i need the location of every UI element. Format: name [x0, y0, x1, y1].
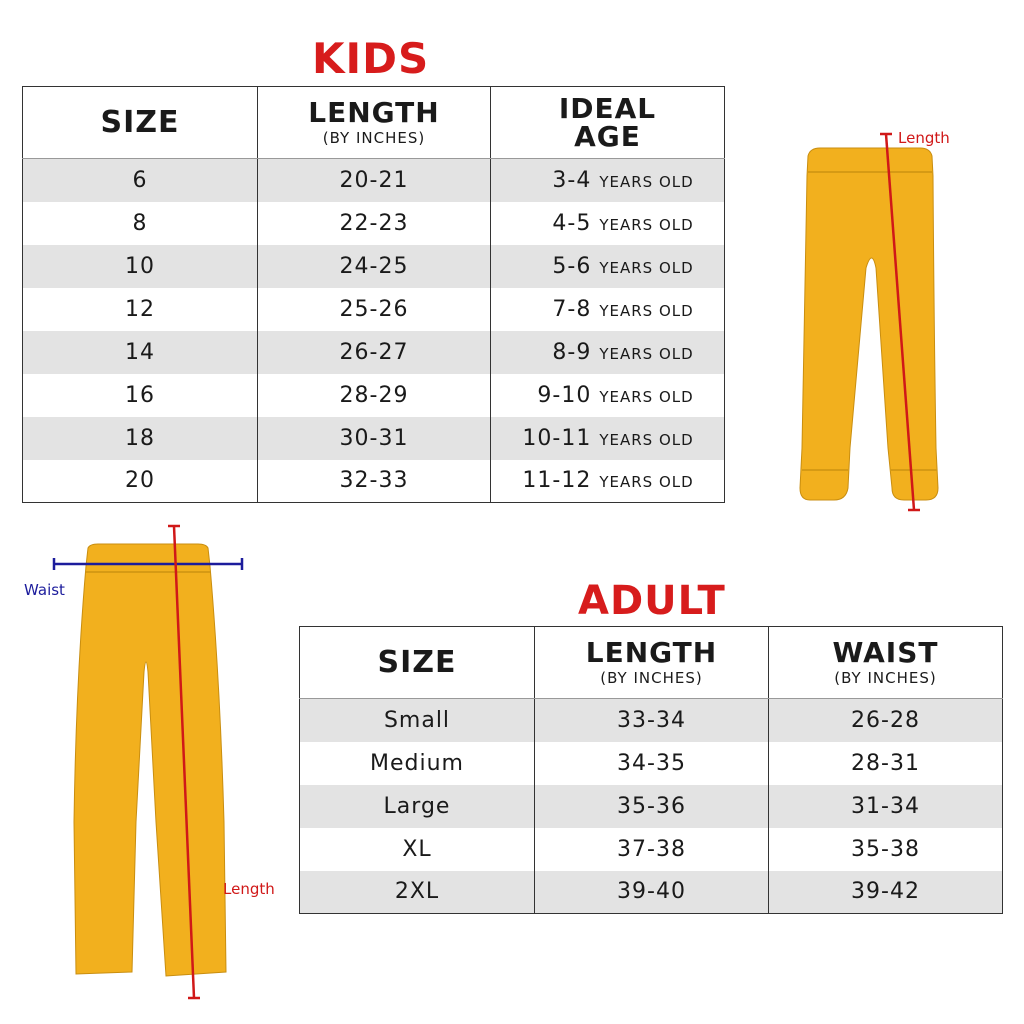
kids-length-label: Length: [898, 129, 950, 147]
adult-size-cell: Large: [300, 785, 535, 828]
kids-age-unit: YEARS OLD: [599, 473, 694, 492]
adult-table-row: [300, 828, 1003, 871]
kids-age-cell: [491, 159, 725, 202]
kids-age-value: 3-4: [552, 167, 592, 193]
kids-length-cell: 26-27: [258, 331, 491, 374]
adult-table-row: [300, 742, 1003, 785]
adult-size-cell: 2XL: [300, 871, 535, 914]
kids-age-cell: [491, 417, 725, 460]
kids-age-value: 8-9: [552, 339, 592, 365]
adult-header-row: [300, 627, 1003, 699]
kids-title: KIDS: [312, 34, 430, 83]
adult-waist-cell: 31-34: [769, 785, 1003, 828]
kids-size-cell: 16: [23, 374, 258, 417]
kids-size-cell: 20: [23, 460, 258, 503]
kids-age-cell: [491, 460, 725, 503]
kids-age-unit: YEARS OLD: [599, 344, 694, 363]
kids-pants-diagram: [780, 128, 960, 518]
kids-table-row: [23, 331, 725, 374]
kids-age-value: 5-6: [552, 253, 592, 279]
kids-length-cell: 30-31: [258, 417, 491, 460]
kids-age-header: [491, 87, 725, 159]
kids-age-unit: YEARS OLD: [599, 172, 694, 191]
kids-table-row: [23, 417, 725, 460]
kids-length-cell: 25-26: [258, 288, 491, 331]
adult-size-table: [299, 626, 1003, 914]
adult-waist-cell: 26-28: [769, 699, 1003, 742]
kids-age-value: 7-8: [552, 296, 592, 322]
adult-waist-cell: 35-38: [769, 828, 1003, 871]
kids-age-value: 9-10: [537, 382, 592, 408]
kids-age-cell: [491, 245, 725, 288]
kids-size-cell: 6: [23, 159, 258, 202]
adult-waist-cell: 28-31: [769, 742, 1003, 785]
kids-table-row: [23, 374, 725, 417]
kids-pants-shape: [800, 148, 938, 500]
adult-length-header-unit: (BY INCHES): [600, 668, 703, 687]
adult-waist-header-unit: (BY INCHES): [834, 668, 937, 687]
adult-size-cell: XL: [300, 828, 535, 871]
kids-age-value: 11-12: [522, 468, 592, 494]
kids-table-row: [23, 202, 725, 245]
kids-length-cell: 22-23: [258, 202, 491, 245]
adult-waist-header-label: WAIST: [832, 635, 939, 669]
adult-table-row: [300, 871, 1003, 914]
adult-title: ADULT: [578, 578, 726, 624]
adult-pants-diagram: [20, 522, 300, 1002]
kids-length-cell: 20-21: [258, 159, 491, 202]
kids-age-header-line2: AGE: [574, 119, 641, 153]
kids-age-unit: YEARS OLD: [599, 258, 694, 277]
adult-length-cell: 35-36: [535, 785, 769, 828]
kids-age-unit: YEARS OLD: [599, 430, 694, 449]
kids-age-value: 4-5: [552, 210, 592, 236]
adult-waist-label: Waist: [24, 581, 65, 599]
adult-size-cell: Medium: [300, 742, 535, 785]
kids-table-row: [23, 159, 725, 202]
kids-table-row: [23, 460, 725, 503]
adult-length-header-label: LENGTH: [585, 635, 718, 669]
kids-length-cell: 24-25: [258, 245, 491, 288]
kids-size-cell: 10: [23, 245, 258, 288]
adult-table-row: [300, 785, 1003, 828]
adult-waist-header: [769, 627, 1003, 699]
kids-age-cell: [491, 331, 725, 374]
kids-length-cell: 28-29: [258, 374, 491, 417]
kids-size-table: [22, 86, 725, 503]
kids-length-header-unit: (BY INCHES): [322, 128, 426, 147]
kids-age-unit: YEARS OLD: [599, 301, 694, 320]
kids-age-cell: [491, 202, 725, 245]
adult-size-header: [300, 627, 535, 699]
adult-length-cell: 39-40: [535, 871, 769, 914]
kids-size-header: [23, 87, 258, 159]
kids-age-value: 10-11: [522, 425, 592, 451]
adult-size-header-label: SIZE: [377, 645, 457, 680]
kids-length-header-label: LENGTH: [308, 95, 440, 129]
kids-size-cell: 12: [23, 288, 258, 331]
kids-length-header: [258, 87, 491, 159]
kids-header-row: [23, 87, 725, 159]
kids-size-cell: 18: [23, 417, 258, 460]
kids-age-header-line1: IDEAL: [558, 91, 657, 125]
adult-length-cell: 37-38: [535, 828, 769, 871]
adult-length-header: [535, 627, 769, 699]
kids-table-row: [23, 245, 725, 288]
adult-size-cell: Small: [300, 699, 535, 742]
kids-size-header-label: SIZE: [100, 105, 180, 140]
kids-age-unit: YEARS OLD: [599, 387, 694, 406]
adult-length-cell: 34-35: [535, 742, 769, 785]
adult-pants-shape: [74, 544, 226, 976]
adult-length-cell: 33-34: [535, 699, 769, 742]
adult-length-label: Length: [223, 880, 275, 898]
adult-waist-cell: 39-42: [769, 871, 1003, 914]
adult-table-row: [300, 699, 1003, 742]
kids-size-cell: 8: [23, 202, 258, 245]
kids-table-row: [23, 288, 725, 331]
kids-age-unit: YEARS OLD: [599, 215, 694, 234]
kids-size-cell: 14: [23, 331, 258, 374]
kids-length-cell: 32-33: [258, 460, 491, 503]
kids-age-cell: [491, 374, 725, 417]
kids-age-cell: [491, 288, 725, 331]
